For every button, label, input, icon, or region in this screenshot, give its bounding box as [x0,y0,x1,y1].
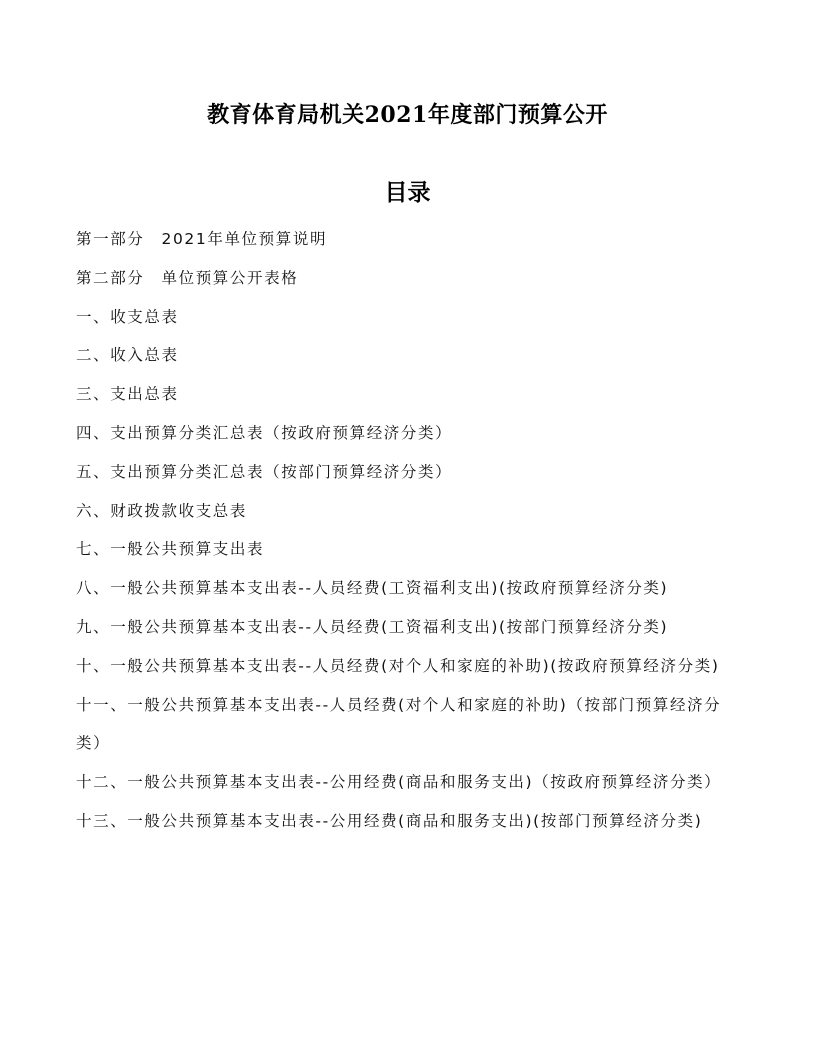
toc-item: 十三、一般公共预算基本支出表--公用经费(商品和服务支出)(按部门预算经济分类) [76,811,703,830]
toc-item: 六、财政拨款收支总表 [76,501,248,520]
toc-item: 四、支出预算分类汇总表（按政府预算经济分类） [76,423,453,442]
toc-item: 五、支出预算分类汇总表（按部门预算经济分类） [76,462,453,481]
toc-item: 十二、一般公共预算基本支出表--公用经费(商品和服务支出)（按政府预算经济分类） [76,773,722,792]
toc-item: 三、支出总表 [76,385,179,404]
toc-item: 八、一般公共预算基本支出表--人员经费(工资福利支出)(按政府预算经济分类) [76,579,669,598]
toc-item: 十、一般公共预算基本支出表--人员经费(对个人和家庭的补助)(按政府预算经济分类) [76,656,720,675]
toc-heading: 目录 [384,179,431,206]
toc-list [76,220,744,841]
toc-item: 第一部分 2021年单位预算说明 [76,230,328,248]
toc-item: 七、一般公共预算支出表 [76,540,265,559]
document-title: 教育体育局机关2021年度部门预算公开 [207,102,608,128]
toc-item: 一、收支总表 [76,307,179,326]
toc-item: 九、一般公共预算基本支出表--人员经费(工资福利支出)(按部门预算经济分类) [76,617,669,636]
toc-item: 十一、一般公共预算基本支出表--人员经费(对个人和家庭的补助)（按部门预算经济分类） [76,695,722,753]
toc-item: 二、收入总表 [76,346,179,365]
toc-item: 第二部分 单位预算公开表格 [76,268,299,287]
